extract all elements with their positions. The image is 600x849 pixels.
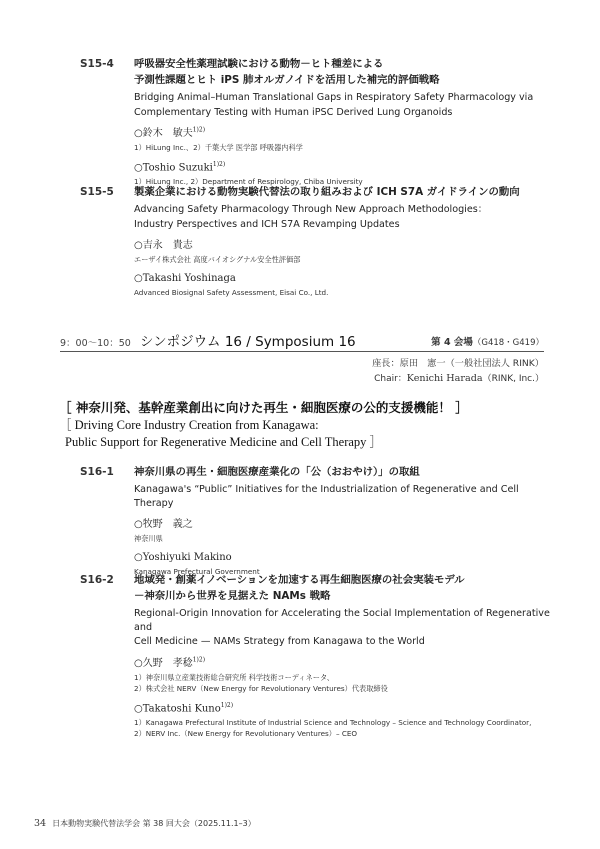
affiliation-ja: 1）HiLung Inc.、2）千葉大学 医学部 呼吸器内科学 xyxy=(134,143,303,152)
title-en: Advancing Safety Pharmacology Through New Approach Methodologies： xyxy=(134,204,488,215)
affiliation-ja: エーザイ株式会社 高度バイオシグナル安全性評価部 xyxy=(134,255,301,264)
affiliation-en: 1）HiLung Inc., 2）Department of Respirology, Chiba University xyxy=(134,177,363,187)
author-ja: ○久野 孝稔$^{1)2)}$ xyxy=(134,656,206,669)
author-ja: ○牧野 義之 xyxy=(134,519,193,530)
title-en: Complementary Testing with Human iPSC Derived Lung Organoids xyxy=(134,106,453,118)
title-en: Bridging Animal–Human Translational Gaps in Respiratory Safety Pharmacology via xyxy=(134,92,534,103)
author-en: ○Toshio Suzuki$^{1)2)}$ xyxy=(134,161,226,174)
header-rule xyxy=(60,351,544,352)
title-ja: 製薬企業における動物実験代替法の取り組みおよび ICH S7A ガイドラインの動向 xyxy=(134,186,520,198)
chair-en: Chair：Kenichi Harada（RINK, Inc.） xyxy=(374,373,544,384)
affiliation-en: 2）NERV Inc.（New Energy for Revolutionary Ventures）– CEO xyxy=(134,728,358,738)
chair-ja: 座長：原田 憲一（一般社団法人 RINK） xyxy=(372,358,544,369)
talk-id: S15-5 xyxy=(80,186,114,198)
title-en: Regional-Origin Innovation for Accelerating the Social Implementation of Regenerative and xyxy=(134,608,550,633)
title-ja: 予測性課題とヒト iPS 肺オルガノイドを活用した補完的評価戦略 xyxy=(134,74,440,86)
affiliation-ja: 神奈川県 xyxy=(134,534,163,543)
session-time: 9：00～10：50 xyxy=(60,338,131,349)
title-ja: 神奈川県の再生・細胞医療産業化の「公（おおやけ）」の取組 xyxy=(134,466,420,478)
affiliation-ja: 2）株式会社 NERV（New Energy for Revolutionary Ventures）代表取締役 xyxy=(134,683,388,693)
theme-ja: ［ 神奈川発、基幹産業創出に向けた再生・細胞医療の公的支援機能！ ］ xyxy=(59,400,468,415)
page-footer xyxy=(34,818,256,829)
footer-text: 日本動物実験代替法学会 第 38 回大会（2025.11.1–3） xyxy=(52,819,256,828)
title-ja: －神奈川から世界を見据えた NAMs 戦略 xyxy=(134,590,331,602)
talk-id: S15-4 xyxy=(80,58,114,70)
author-en: ○Takashi Yoshinaga xyxy=(134,273,236,284)
author-en: ○Takatoshi Kuno$^{1)2)}$ xyxy=(134,701,234,714)
talk-id: S16-2 xyxy=(80,574,114,586)
affiliation-en: 1）Kanagawa Prefectural Institute of Industrial Science and Technology – Science and Technology Coordinator, xyxy=(134,717,532,727)
author-en: ○Yoshiyuki Makino xyxy=(134,552,232,563)
theme-en: ［ Driving Core Industry Creation from Kanagawa: Public Support for Regenerative Medicine and Cell Therapy ］ xyxy=(59,418,383,449)
room: 第 4 会場（G418・G419） xyxy=(431,337,544,348)
author-ja: ○鈴木 敏夫$^{1)2)}$ xyxy=(134,126,206,139)
affiliation-ja: 1）神奈川県立産業技術総合研究所 科学技術コーディネータ、 xyxy=(134,672,334,682)
author-ja: ○吉永 貴志 xyxy=(134,240,193,251)
page-number: 34 xyxy=(34,818,47,829)
title-ja: 地域発・創薬イノベーションを加速する再生細胞医療の社会実装モデル xyxy=(134,574,465,586)
title-en: Cell Medicine — NAMs Strategy from Kanagawa to the World xyxy=(134,636,425,647)
title-en: Industry Perspectives and ICH S7A Revamping Updates xyxy=(134,218,400,230)
talk-id: S16-1 xyxy=(80,466,114,478)
affiliation-en: Advanced Biosignal Safety Assessment, Eisai Co., Ltd. xyxy=(134,288,329,297)
symposium-title: シンポジウム 16 / Symposium 16 xyxy=(140,334,356,350)
title-ja: 呼吸器安全性薬理試験における動物－ヒト種差による xyxy=(134,58,384,70)
affiliation-en: Kanagawa Prefectural Government xyxy=(134,567,260,576)
title-en: Kanagawa's “Public” Initiatives for the Industrialization of Regenerative and Cell Therapy xyxy=(134,484,519,509)
